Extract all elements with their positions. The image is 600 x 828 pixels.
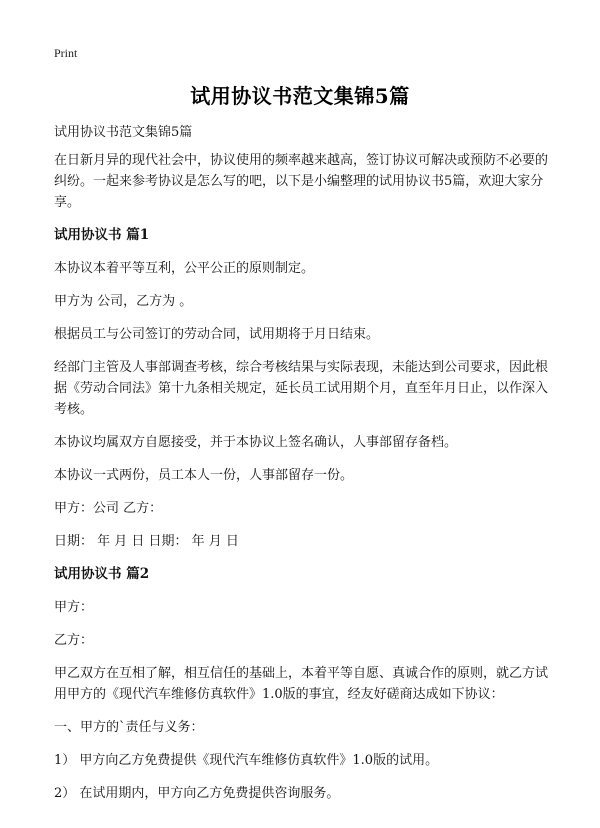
section-heading-2: 试用协议书 篇2 [54,566,150,582]
paragraph: 甲乙双方在互相了解，相互信任的基础上，本着平等自愿、真诚合作的原则，就乙方试用甲方的《现代汽车维修仿真软件》1.0版的事宜，经友好磋商达成如下协议： [54,666,549,702]
print-link[interactable]: Print [54,46,78,60]
document-subtitle: 试用协议书范文集锦5篇 [54,125,193,140]
paragraph: 经部门主管及人事部调查考核，综合考核结果与实际表现，未能达到公司要求，因此根据《劳动合同法》第十九条相关规定，延长员工试用期个月，直至年月日止，以作深入考核。 [54,360,549,417]
paragraph: 2） 在试用期内，甲方向乙方免费提供咨询服务。 [54,786,340,801]
paragraph: 日期： 年 月 日 日期： 年 月 日 [54,534,239,549]
paragraph: 根据员工与公司签订的劳动合同，试用期将于月日结束。 [54,327,380,342]
paragraph: 一、甲方的`责任与义务： [54,720,204,735]
paragraph: 本协议均属双方自愿接受，并于本协议上签名确认，人事部留存备档。 [54,435,458,450]
paragraph: 乙方： [54,633,94,648]
paragraph: 本协议一式两份，员工本人一份，人事部留存一份。 [54,468,354,483]
paragraph: 甲方为 公司，乙方为 。 [54,294,193,309]
document-body [54,122,554,816]
intro-paragraph: 在日新月异的现代社会中，协议使用的频率越来越高，签订协议可解决或预防不必要的纠纷。一起来参考协议是怎么写的吧，以下是小编整理的试用协议书5篇，欢迎大家分享。 [54,153,549,210]
section-heading-1: 试用协议书 篇1 [54,227,150,243]
paragraph: 甲方：公司 乙方： [54,501,163,516]
paragraph: 甲方： [54,600,94,615]
paragraph: 1） 甲方向乙方免费提供《现代汽车维修仿真软件》1.0版的试用。 [54,753,439,768]
paragraph: 本协议本着平等互利，公平公正的原则制定。 [54,261,315,276]
document-title: 试用协议书范文集锦5篇 [190,84,410,108]
